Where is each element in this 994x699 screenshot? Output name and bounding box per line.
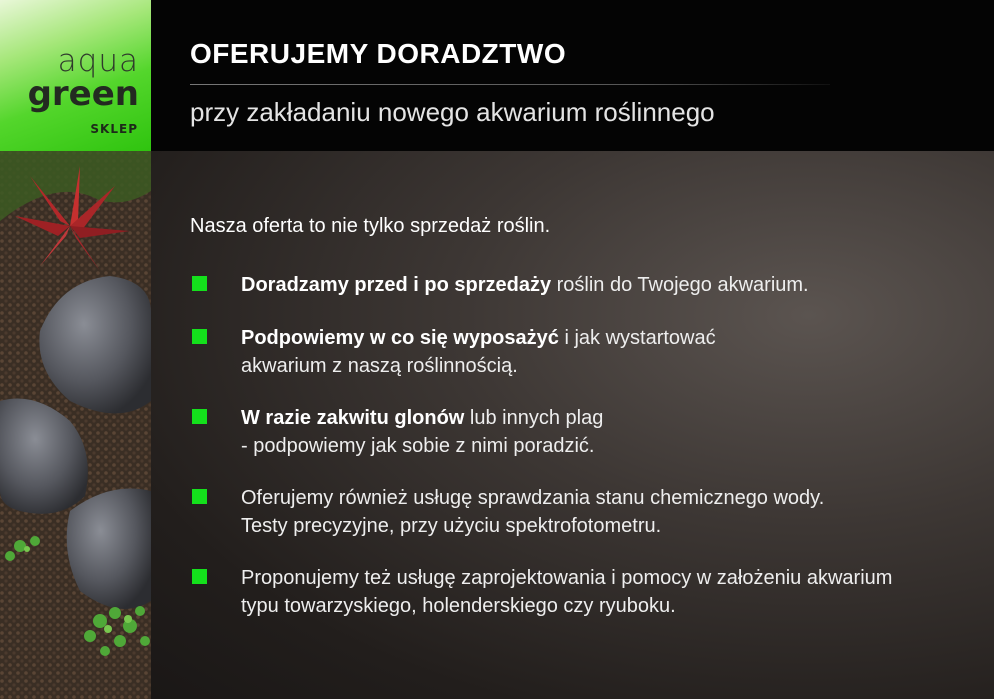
page-title: OFERUJEMY DORADZTWO: [190, 38, 567, 69]
offer-item-bold: Podpowiemy w co się wyposażyć: [241, 327, 559, 349]
green-square-icon: [192, 329, 207, 344]
green-square-icon: [192, 276, 207, 291]
offer-item-bold: Doradzamy przed i po sprzedaży: [241, 274, 552, 296]
page-subtitle: przy zakładaniu nowego akwarium roślinnego: [190, 97, 715, 127]
aquagreen-logo: [0, 0, 151, 151]
offer-item-bold: W razie zakwitu glonów: [241, 407, 465, 429]
intro-text: Nasza oferta to nie tylko sprzedaż roślin.: [190, 215, 551, 237]
side-column: [0, 0, 151, 699]
offer-item-line2: Testy precyzyjne, przy użyciu spektrofotometru.: [241, 515, 662, 537]
offer-item-line2: akwarium z naszą roślinnością.: [241, 355, 518, 377]
offer-item: [190, 484, 970, 540]
offer-item-text: lub innych plag: [464, 407, 604, 429]
green-square-icon: [192, 409, 207, 424]
offer-item-line2: - podpowiemy jak sobie z nimi poradzić.: [241, 435, 595, 457]
offer-item-text: roślin do Twojego akwarium.: [551, 274, 809, 296]
header: [151, 0, 994, 151]
logo-aqua-text: aqua: [57, 43, 139, 79]
aquarium-photo: [0, 151, 151, 699]
offer-item-text: i jak wystartować: [558, 327, 716, 349]
offer-item-text: Proponujemy też usługę zaprojektowania i pomocy w założeniu akwarium: [241, 567, 893, 589]
logo-green-text: green: [27, 74, 139, 114]
logo-sklep-text: SKLEP: [90, 122, 138, 136]
offer-item: [190, 324, 970, 380]
offer-item: [190, 271, 970, 299]
green-square-icon: [192, 569, 207, 584]
offer-item: [190, 404, 970, 460]
header-divider: [190, 84, 830, 85]
offer-list: [190, 271, 970, 620]
green-square-icon: [192, 489, 207, 504]
main-content: [151, 151, 994, 699]
offer-item: [190, 564, 970, 620]
offer-item-line2: typu towarzyskiego, holenderskiego czy ryuboku.: [241, 595, 676, 617]
offer-item-text: Oferujemy również usługę sprawdzania stanu chemicznego wody.: [241, 487, 825, 509]
